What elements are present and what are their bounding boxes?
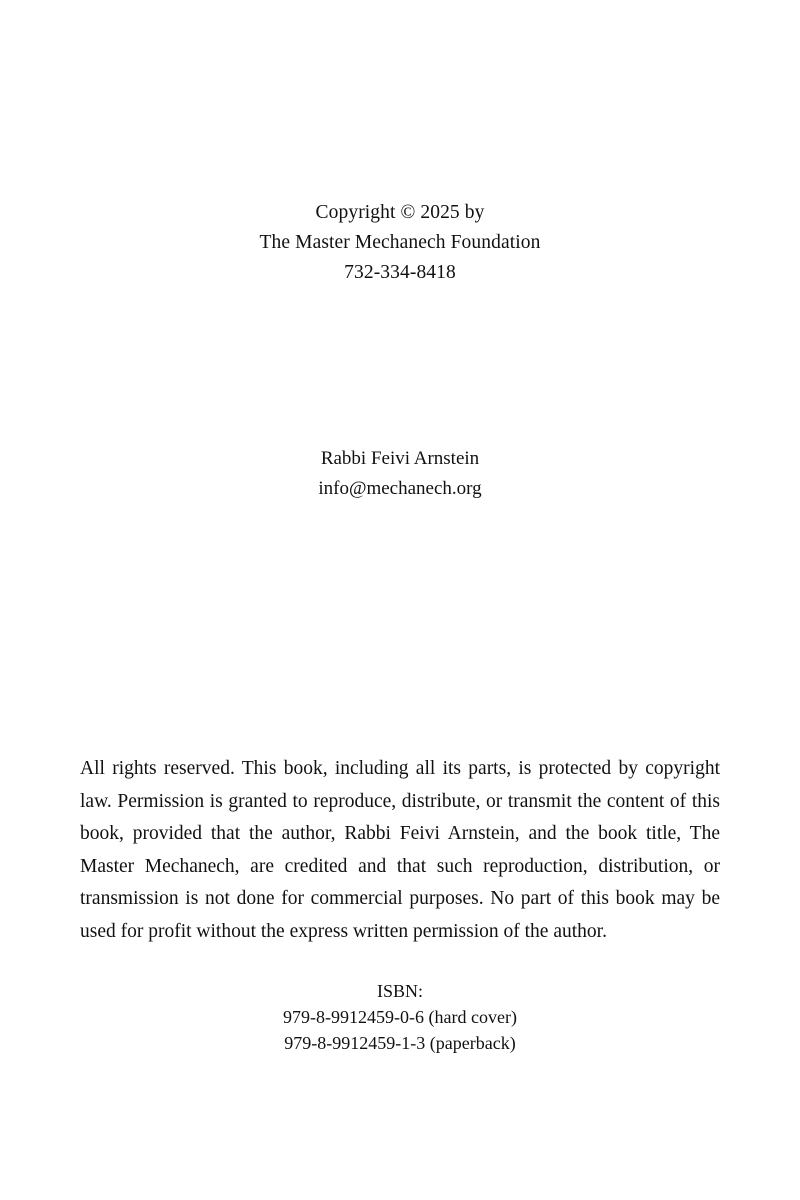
copyright-line-3: 732-334-8418 — [344, 262, 456, 283]
copyright-line-1: Copyright © 2025 by — [315, 202, 485, 223]
copyright-notice — [0, 198, 800, 288]
author-email: info@mechanech.org — [318, 478, 482, 499]
copyright-line-2: The Master Mechanech Foundation — [259, 232, 541, 253]
isbn-hardcover: 979-8-9912459-0-6 (hard cover) — [283, 1007, 517, 1027]
author-name: Rabbi Feivi Arnstein — [320, 448, 480, 469]
isbn-paperback: 979-8-9912459-1-3 (paperback) — [284, 1033, 516, 1053]
rights-statement: All rights reserved. This book, including all its parts, is protected by copyright law. Permission is granted to reproduce, distribute, or transmit the content of this book, provided that the author, Rabbi Feivi Arnstein, and the book title, The Master Mechanech, are credited and that such reproduction, distribution, or transmission is not done for commercial purposes. No part of this book may be used for profit without the express written permission of the author. — [80, 758, 720, 942]
isbn-section — [0, 978, 800, 1056]
author-contact — [0, 444, 800, 504]
isbn-label: ISBN: — [376, 981, 423, 1001]
